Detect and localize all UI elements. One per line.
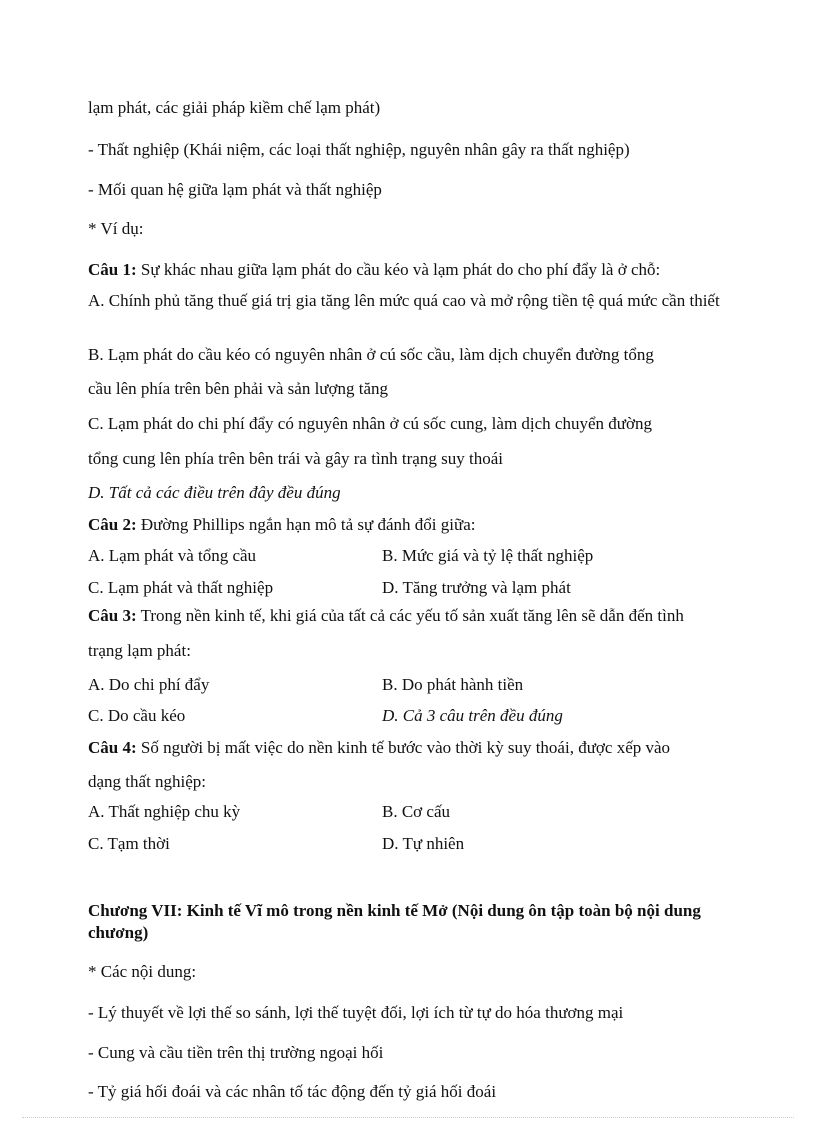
paragraph-relationship: - Mối quan hệ giữa lạm phát và thất nghiệp: [88, 180, 382, 199]
question-4-option-b: B. Cơ cấu: [382, 802, 451, 821]
question-3: [88, 605, 684, 627]
question-2-option-d: D. Tăng trưởng và lạm phát: [382, 578, 571, 597]
question-4-option-a: A. Thất nghiệp chu kỳ: [88, 802, 241, 821]
question-2-text: Đường Phillips ngắn hạn mô tả sự đánh đổi giữa:: [136, 515, 476, 534]
question-3-text-line2: trạng lạm phát:: [88, 641, 191, 660]
question-1-option-d: D. Tất cả các điều trên đây đều đúng: [88, 483, 341, 502]
paragraph-example-heading: * Ví dụ:: [88, 219, 144, 238]
question-2-option-a: A. Lạm phát và tổng cầu: [88, 546, 257, 565]
question-3-option-c: C. Do cầu kéo: [88, 706, 186, 725]
question-3-label: Câu 3:: [88, 606, 137, 625]
question-2-label: Câu 2:: [88, 515, 137, 534]
question-1-label: Câu 1:: [88, 260, 137, 279]
question-4: [88, 737, 670, 759]
question-2-option-b: B. Mức giá và tỷ lệ thất nghiệp: [382, 546, 594, 565]
chapter-contents-heading: * Các nội dung:: [88, 962, 197, 981]
question-4-text-line2: dạng thất nghiệp:: [88, 772, 207, 791]
paragraph-inflation-solutions: lạm phát, các giải pháp kiềm chế lạm phát): [88, 98, 381, 117]
question-1-option-c-line1: C. Lạm phát do chi phí đẩy có nguyên nhân ở cú sốc cung, làm dịch chuyển đường: [88, 414, 652, 433]
question-1: [88, 259, 660, 281]
question-4-label: Câu 4:: [88, 738, 137, 757]
question-3-option-d: D. Cả 3 câu trên đều đúng: [382, 706, 563, 725]
question-1-option-a: A. Chính phủ tăng thuế giá trị gia tăng lên mức quá cao và mở rộng tiền tệ quá mức cần thiết: [88, 291, 720, 310]
question-3-option-b: B. Do phát hành tiền: [382, 675, 524, 694]
question-1-text: Sự khác nhau giữa lạm phát do cầu kéo và lạm phát do cho phí đẩy là ở chỗ:: [136, 260, 661, 279]
question-4-text: Số người bị mất việc do nền kinh tế bước vào thời kỳ suy thoái, được xếp vào: [136, 738, 671, 757]
question-2-option-c: C. Lạm phát và thất nghiệp: [88, 578, 274, 597]
chapter-item: - Tỷ giá hối đoái và các nhân tố tác động đến tỷ giá hối đoái: [88, 1082, 497, 1101]
chapter-title: Chương VII: Kinh tế Vĩ mô trong nền kinh tế Mở (Nội dung ôn tập toàn bộ nội dung chương): [88, 901, 701, 942]
chapter-item: - Lý thuyết về lợi thế so sánh, lợi thế tuyệt đối, lợi ích từ tự do hóa thương mại: [88, 1003, 624, 1022]
question-4-option-d: D. Tự nhiên: [382, 834, 465, 853]
question-1-option-b-line2: cầu lên phía trên bên phải và sản lượng tăng: [88, 379, 389, 398]
page-bottom-divider: [22, 1117, 794, 1118]
question-1-option-b-line1: B. Lạm phát do cầu kéo có nguyên nhân ở cú sốc cầu, làm dịch chuyển đường tổng: [88, 345, 654, 364]
question-3-text: Trong nền kinh tế, khi giá của tất cả các yếu tố sản xuất tăng lên sẽ dẫn đến tình: [136, 606, 684, 625]
question-4-option-c: C. Tạm thời: [88, 834, 170, 853]
paragraph-unemployment: - Thất nghiệp (Khái niệm, các loại thất nghiệp, nguyên nhân gây ra thất nghiệp): [88, 140, 630, 159]
question-3-option-a: A. Do chi phí đẩy: [88, 675, 210, 694]
chapter-item: - Cung và cầu tiền trên thị trường ngoại hối: [88, 1043, 384, 1062]
question-1-option-c-line2: tổng cung lên phía trên bên trái và gây ra tình trạng suy thoái: [88, 449, 503, 468]
question-2: [88, 514, 476, 536]
